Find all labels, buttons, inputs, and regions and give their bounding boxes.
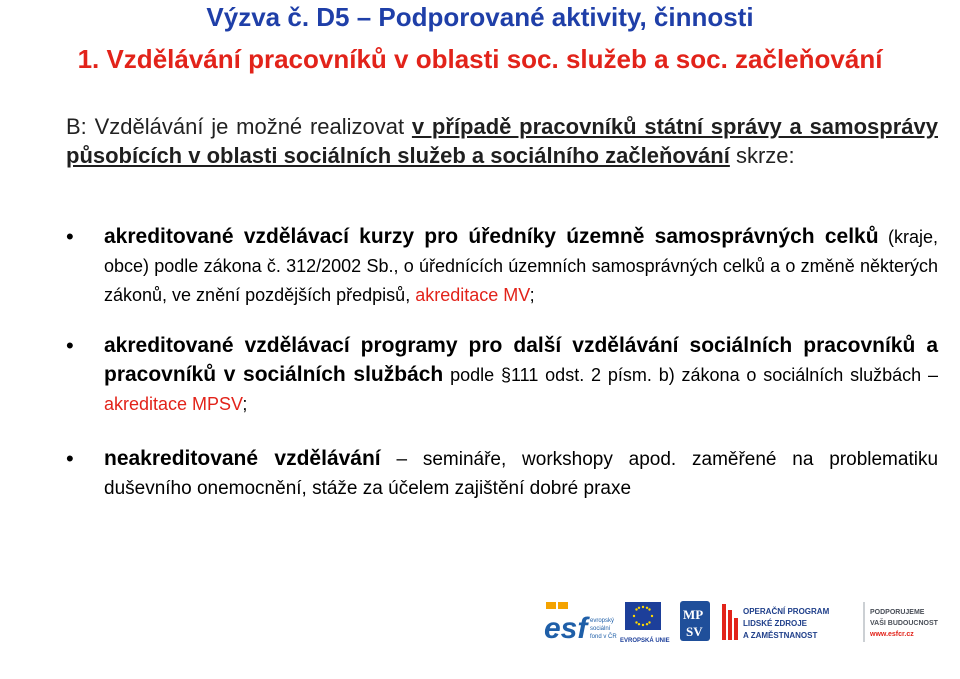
mpsv-logo xyxy=(680,601,710,641)
bullet-text: – semináře, workshopy apod. zaměřené na problematiku duševního onemocnění, stáže za účelem zajištění dobré praxe xyxy=(104,449,939,499)
accreditation-label: akreditace MV xyxy=(415,285,530,305)
svg-text:www.esfcr.cz: www.esfcr.cz xyxy=(870,631,914,638)
svg-text:SV: SV xyxy=(686,624,703,639)
svg-text:evropský: evropský xyxy=(590,618,615,624)
svg-text:fond v ČR: fond v ČR xyxy=(590,634,617,640)
page-subtitle: 1. Vzdělávání pracovníků v oblasti soc. služeb a soc. začleňování xyxy=(77,44,883,74)
list-item xyxy=(66,222,938,309)
svg-text:A ZAMĚSTNANOST: A ZAMĚSTNANOST xyxy=(743,631,818,640)
list-item xyxy=(66,331,938,418)
eu-flag-logo xyxy=(620,602,670,644)
esf-text: esf xyxy=(544,612,588,645)
svg-text:EVROPSKÁ UNIE: EVROPSKÁ UNIE xyxy=(620,638,670,644)
logo-strip xyxy=(540,600,955,646)
svg-text:PODPORUJEME: PODPORUJEME xyxy=(870,609,925,616)
bullet-icon: • xyxy=(66,333,74,358)
intro-paragraph xyxy=(66,112,938,170)
bullet-end: ; xyxy=(529,285,535,305)
list-item xyxy=(66,444,938,502)
activity-list xyxy=(66,222,938,502)
bullet-bold: akreditované vzdělávací programy pro další vzdělávání sociálních pracovníků a pracovníků v sociálních službách xyxy=(104,334,938,386)
intro-emphasis: v případě pracovníků státní správy a samosprávy působících v oblasti sociálních služeb a sociálního začleňování xyxy=(66,114,938,168)
bullet-bold: neakreditované vzdělávání xyxy=(104,447,381,470)
accreditation-label: akreditace MPSV xyxy=(104,394,243,414)
intro-prefix: B: Vzdělávání je možné realizovat xyxy=(66,114,412,139)
section-sign-icon: § xyxy=(500,365,511,385)
svg-text:sociální: sociální xyxy=(590,626,611,632)
support-logo xyxy=(864,602,939,642)
svg-text:LIDSKÉ ZDROJE: LIDSKÉ ZDROJE xyxy=(743,619,808,628)
page-title: Výzva č. D5 – Podporované aktivity, činnosti xyxy=(206,2,754,32)
bullet-text: podle xyxy=(443,365,501,385)
bullet-end: ; xyxy=(242,394,248,414)
bullet-bold: akreditované vzdělávací kurzy pro úředníky územně samosprávných celků xyxy=(104,225,879,248)
bullet-icon: • xyxy=(66,446,74,471)
bullet-text: (kraje, obce) podle zákona č. 312/2002 Sb., o úřednících územních samosprávných celků a o změně některých zákonů, ve znění pozdějších předpisů, xyxy=(104,227,938,305)
svg-text:MP: MP xyxy=(683,607,704,622)
section-ref: 111 odst. 2 písm. b) zákona o sociálních službách – xyxy=(510,365,938,385)
svg-text:OPERAČNÍ PROGRAM: OPERAČNÍ PROGRAM xyxy=(743,607,830,616)
bullet-icon: • xyxy=(66,224,74,249)
svg-text:VAŠI BUDOUCNOST: VAŠI BUDOUCNOST xyxy=(870,620,938,627)
esf-logo xyxy=(544,602,617,645)
op-lzz-logo xyxy=(722,604,830,640)
intro-suffix: skrze: xyxy=(729,143,795,168)
